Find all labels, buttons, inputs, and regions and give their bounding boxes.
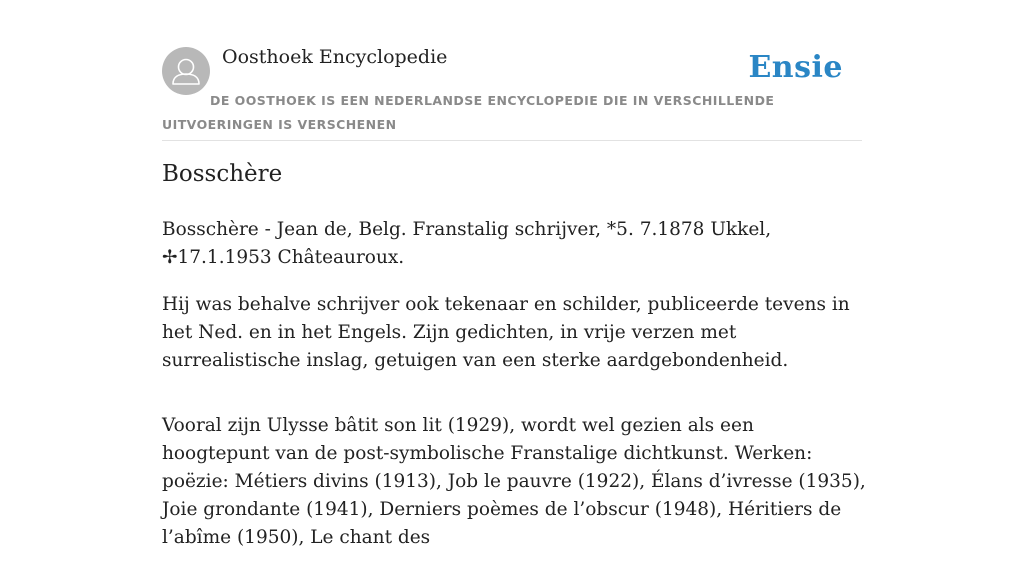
user-avatar-icon[interactable] xyxy=(162,47,210,95)
article-paragraph-bio: Hij was behalve schrijver ook tekenaar en schilder, publiceerde tevens in het Ned. en in het Engels. Zijn gedichten, in vrije verzen met surrealistische inslag, getuigen van een sterke aardgebondenheid. xyxy=(162,294,850,371)
site-header xyxy=(162,0,862,141)
site-name-link[interactable]: Oosthoek Encyclopedie xyxy=(222,46,448,68)
article-paragraph-definition: Bosschère - Jean de, Belg. Franstalig schrijver, *5. 7.1878 Ukkel, ✢17.1.1953 Châteauroux. xyxy=(162,219,772,268)
article-body xyxy=(162,216,867,571)
article-title: Bosschère xyxy=(162,161,283,187)
page-container xyxy=(162,0,866,548)
brand-logo[interactable]: Ensie xyxy=(748,50,843,85)
site-description: DE OOSTHOEK IS EEN NEDERLANDSE ENCYCLOPEDIE DIE IN VERSCHILLENDE UITVOERINGEN IS VERSCHENEN xyxy=(162,93,775,132)
article-paragraph-works: Vooral zijn Ulysse bâtit son lit (1929), wordt wel gezien als een hoogtepunt van de post-symbolische Franstalige dichtkunst. Werken: poëzie: Métiers divins (1913), Job le pauvre (1922), Élans d’ivresse (1935), Joie grondante (1941), Derniers poèmes de l’obscur (1948), Héritiers de l’abîme (1950), Le chant des xyxy=(162,415,866,548)
avatar-graphic xyxy=(162,47,210,95)
